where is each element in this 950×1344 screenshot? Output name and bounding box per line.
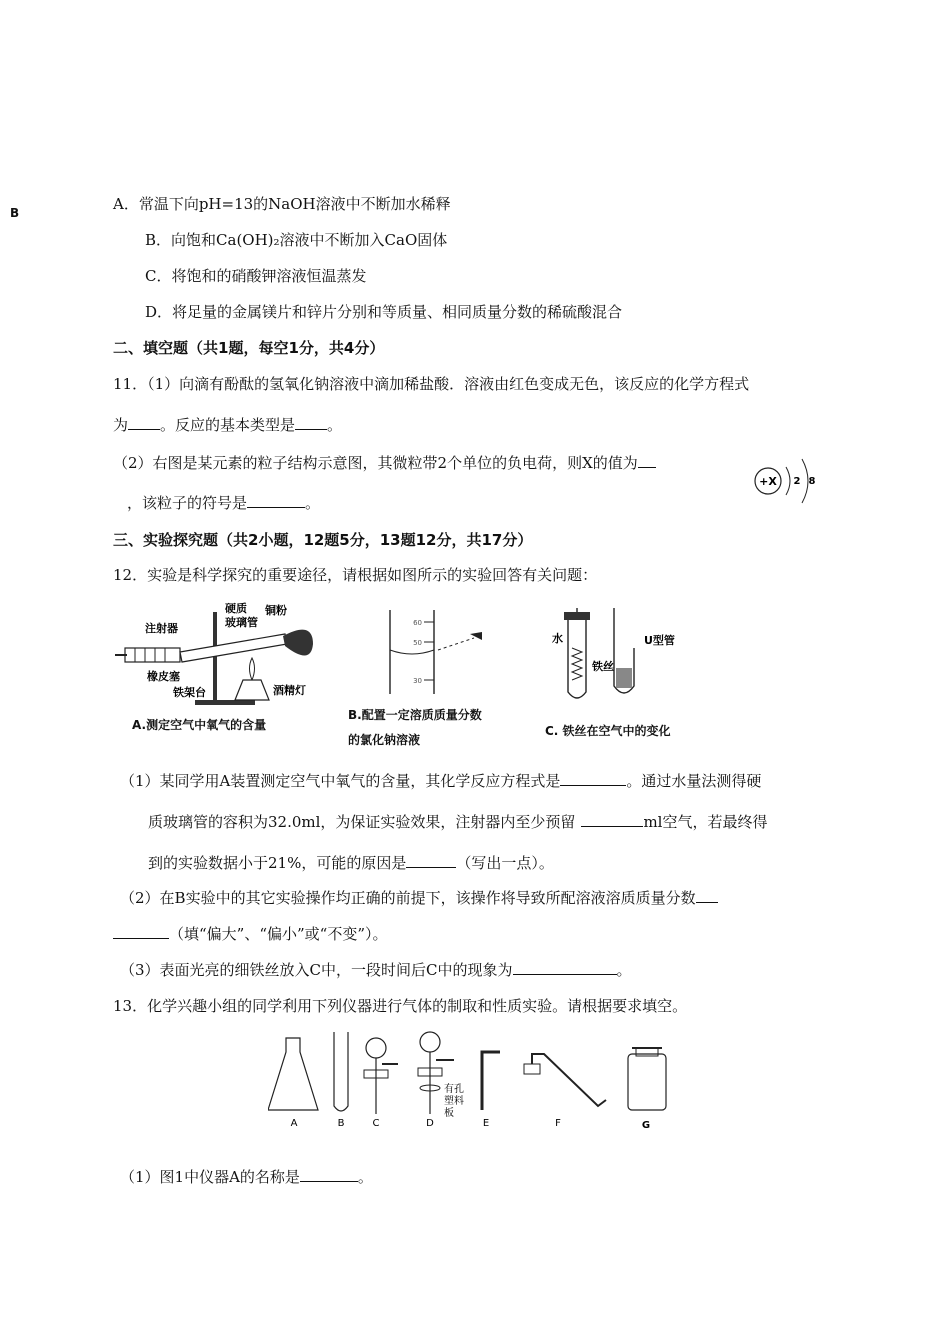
q11-line2-a: 为 bbox=[113, 416, 129, 434]
instrument-d-funnel bbox=[420, 1032, 440, 1052]
tick-50: 50 bbox=[413, 639, 422, 647]
q11-symbol-blank[interactable] bbox=[247, 493, 305, 508]
q11-line2-c: 。 bbox=[327, 416, 343, 434]
instrument-b-test-tube bbox=[334, 1032, 348, 1111]
q11-line2-b: 。反应的基本类型是 bbox=[160, 416, 296, 434]
shell-arc-2 bbox=[802, 459, 808, 503]
label-water: 水 bbox=[552, 632, 563, 645]
label-lamp: 酒精灯 bbox=[273, 684, 306, 697]
shell2-electrons: 8 bbox=[808, 476, 816, 487]
shell-arc-1 bbox=[786, 467, 790, 495]
q11-line2 bbox=[113, 414, 342, 435]
label-d: D bbox=[426, 1118, 434, 1129]
label-perforated-1: 有孔 bbox=[444, 1084, 464, 1095]
label-b: B bbox=[337, 1118, 345, 1129]
q11-equation-blank[interactable] bbox=[128, 415, 160, 430]
q12-equation-blank[interactable] bbox=[560, 771, 626, 786]
label-a: A bbox=[290, 1118, 298, 1129]
tube-stopper bbox=[564, 612, 590, 620]
figure-c-iron-wire bbox=[548, 608, 718, 706]
q12-p2-line2 bbox=[113, 923, 388, 944]
particle-structure-diagram bbox=[752, 453, 832, 509]
figure-b-caption-1: B.配置一定溶质质量分数 bbox=[348, 708, 482, 722]
u-tube-water bbox=[616, 668, 632, 688]
q13-intro: 13．化学兴趣小组的同学利用下列仪器进行气体的制取和性质实验。请根据要求填空。 bbox=[113, 997, 688, 1015]
option-b: B．向饱和Ca(OH)₂溶液中不断加入CaO固体 bbox=[145, 231, 448, 249]
q12-phenomenon-blank[interactable] bbox=[513, 960, 617, 975]
q12-p2-blank-b[interactable] bbox=[113, 924, 169, 939]
q12-p3-a: （3）表面光亮的细铁丝放入C中，一段时间后C中的现象为 bbox=[120, 961, 513, 979]
q12-p1-line3-b: （写出一点）。 bbox=[456, 854, 554, 872]
q11-part2-line1 bbox=[113, 452, 656, 473]
q13-instruments bbox=[268, 1030, 688, 1130]
iron-coil bbox=[572, 648, 582, 680]
option-c: C．将饱和的硝酸钾溶液恒温蒸发 bbox=[145, 267, 367, 285]
label-c: C bbox=[372, 1118, 380, 1129]
q13-p1-b: 。 bbox=[357, 1168, 373, 1186]
label-f: F bbox=[555, 1118, 561, 1129]
q12-p1-line2-a: 质玻璃管的容积为32.0ml，为保证实验效果，注射器内至少预留 bbox=[148, 813, 576, 831]
balloon bbox=[283, 630, 313, 656]
tick-30: 30 bbox=[413, 677, 422, 685]
q12-p1-line1-b: 。通过水量法测得硬 bbox=[626, 772, 762, 790]
section3-heading: 三、实验探究题（共2小题，12题5分，13题12分，共17分） bbox=[113, 531, 533, 549]
corner-mark: B bbox=[10, 206, 20, 220]
label-perforated-2: 塑料 bbox=[444, 1096, 464, 1107]
option-d: D．将足量的金属镁片和锌片分别和等质量、相同质量分数的稀硫酸混合 bbox=[145, 303, 623, 321]
q12-intro: 12．实验是科学探究的重要途径，请根据如图所示的实验回答有关问题： bbox=[113, 566, 598, 584]
q13-p1 bbox=[120, 1166, 373, 1187]
instrument-c-funnel bbox=[366, 1038, 386, 1058]
q12-p1-line2-b: ml空气，若最终得 bbox=[643, 813, 768, 831]
stand-base bbox=[195, 700, 255, 705]
q13-p1-a: （1）图1中仪器A的名称是 bbox=[120, 1168, 300, 1186]
q11-reaction-type-blank[interactable] bbox=[295, 415, 327, 430]
instrument-g-jar bbox=[628, 1054, 666, 1110]
sight-line bbox=[438, 638, 474, 650]
q12-p1-line1-a: （1）某同学用A装置测定空气中氧气的含量，其化学反应方程式是 bbox=[120, 772, 561, 790]
q12-p3 bbox=[120, 959, 632, 980]
instrument-a-flask bbox=[268, 1038, 318, 1110]
tick-60: 60 bbox=[413, 619, 422, 627]
label-perforated-3: 板 bbox=[444, 1108, 454, 1119]
q12-reason-blank[interactable] bbox=[406, 853, 456, 868]
figure-b-caption-2: 的氯化钠溶液 bbox=[348, 733, 421, 747]
q11-part2-b: ，该粒子的符号是 bbox=[127, 494, 248, 512]
q12-p1-line1 bbox=[120, 770, 761, 791]
q12-air-volume-blank[interactable] bbox=[581, 812, 643, 827]
q12-p2-blank-a[interactable] bbox=[696, 888, 718, 903]
q11-part2-a: （2）右图是某元素的粒子结构示意图，其微粒带2个单位的负电荷，则X的值为 bbox=[113, 454, 638, 472]
option-a: A．常温下向pH=13的NaOH溶液中不断加水稀释 bbox=[113, 195, 451, 213]
hard-glass-tube bbox=[180, 634, 287, 662]
meniscus bbox=[390, 650, 434, 654]
label-stopper: 橡皮塞 bbox=[147, 670, 180, 683]
label-syringe: 注射器 bbox=[145, 622, 178, 635]
eye-icon bbox=[470, 632, 482, 640]
figure-a-apparatus bbox=[115, 600, 330, 712]
label-g: G bbox=[641, 1120, 651, 1130]
label-e: E bbox=[482, 1118, 490, 1129]
label-hard-glass-1: 硬质 bbox=[225, 602, 247, 615]
label-copper: 铜粉 bbox=[265, 604, 287, 617]
q11-part2-c: 。 bbox=[305, 494, 321, 512]
syringe-body bbox=[125, 648, 180, 662]
figure-c-caption: C. 铁丝在空气中的变化 bbox=[545, 724, 671, 738]
section2-heading: 二、填空题（共1题，每空1分，共4分） bbox=[113, 339, 385, 357]
flame bbox=[250, 658, 255, 680]
q12-p2-line1-text: （2）在B实验中的其它实验操作均正确的前提下，该操作将导致所配溶液溶质质量分数 bbox=[120, 889, 696, 907]
label-u-tube: U型管 bbox=[644, 634, 675, 647]
label-stand: 铁架台 bbox=[173, 686, 206, 699]
shell1-electrons: 2 bbox=[793, 476, 801, 487]
label-hard-glass-2: 玻璃管 bbox=[225, 616, 258, 629]
q11-line1: 11．（1）向滴有酚酞的氢氧化钠溶液中滴加稀盐酸．溶液由红色变成无色，该反应的化学方程式 bbox=[113, 375, 750, 393]
q12-p1-line3 bbox=[148, 852, 554, 873]
q12-p2-line2-text: （填“偏大”、“偏小”或“不变”）。 bbox=[169, 925, 388, 943]
instrument-f-stopper bbox=[524, 1064, 540, 1074]
q12-p1-line3-a: 到的实验数据小于21%，可能的原因是 bbox=[148, 854, 407, 872]
nucleus-charge: +X bbox=[759, 475, 777, 488]
q13-instrument-name-blank[interactable] bbox=[300, 1167, 358, 1182]
q12-p1-line2 bbox=[148, 811, 767, 832]
q11-part2-line2 bbox=[127, 492, 320, 513]
q12-p3-b: 。 bbox=[616, 961, 632, 979]
alcohol-lamp bbox=[235, 680, 269, 700]
figure-b-cylinder bbox=[378, 606, 488, 698]
instrument-e-tube bbox=[482, 1052, 500, 1110]
q12-p2-line1 bbox=[120, 887, 718, 908]
figure-a-caption: A.测定空气中氧气的含量 bbox=[132, 718, 267, 732]
q11-x-value-blank[interactable] bbox=[638, 453, 656, 468]
label-iron: 铁丝 bbox=[592, 660, 614, 673]
instrument-f-tube bbox=[532, 1054, 606, 1106]
